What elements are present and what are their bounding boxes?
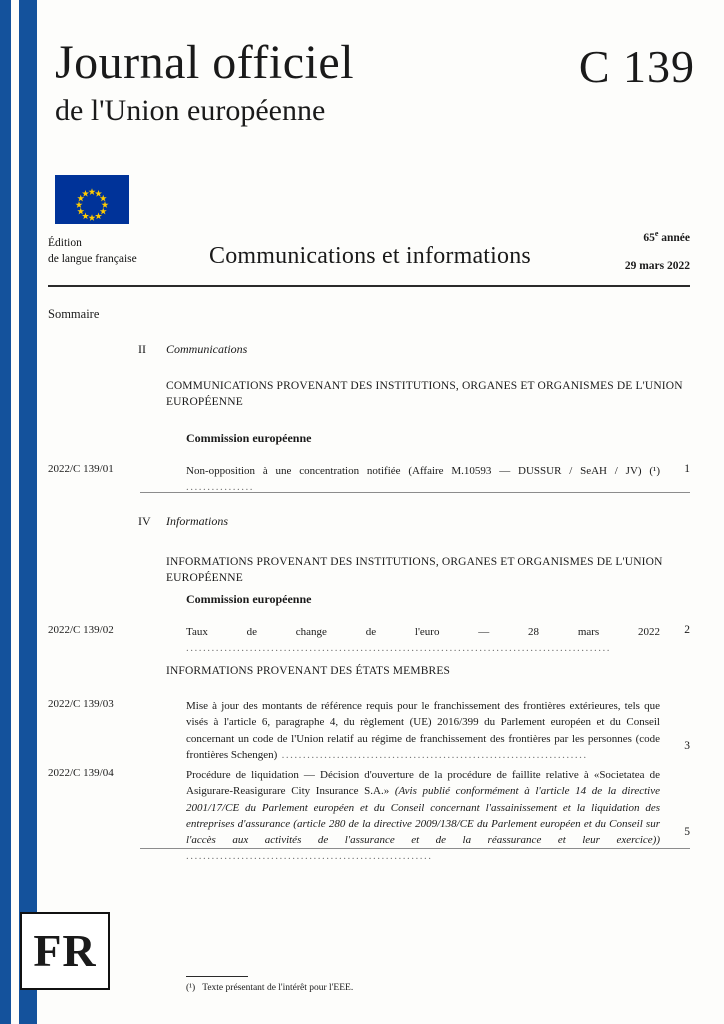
entry-title-text: Non-opposition à une concentration notifiée (Affaire M.10593 — DUSSUR / SeAH / JV) (¹): [186, 465, 660, 477]
entry-leader-dots: ........................................................................: [277, 748, 588, 761]
footnote-mark: (¹): [186, 983, 196, 993]
section-numeral: II: [138, 342, 146, 356]
edition-line-1: Édition: [48, 237, 82, 249]
publication-subtitle: de l'Union européenne: [55, 93, 326, 127]
entry-leader-dots: ................: [186, 481, 254, 494]
issue-date: 29 mars 2022: [624, 259, 690, 272]
issue-year-ordinal: e: [654, 229, 659, 238]
language-code-box: [20, 912, 110, 990]
group-title-etats-membres: INFORMATIONS PROVENANT DES ÉTATS MEMBRES: [166, 665, 451, 677]
left-blue-bar-inner: [19, 0, 37, 1024]
group-title-institutions-ii: COMMUNICATIONS PROVENANT DES INSTITUTIONS, ORGANES ET ORGANISMES DE L'UNION EUROPÉENNE: [166, 380, 683, 409]
sommaire-label: Sommaire: [48, 307, 100, 321]
group-title-institutions-iv: INFORMATIONS PROVENANT DES INSTITUTIONS, ORGANES ET ORGANISMES DE L'UNION EUROPÉENNE: [166, 556, 663, 585]
section-name: Communications: [166, 342, 248, 356]
entry-title-text: Mise à jour des montants de référence requis pour le franchissement des frontières extérieures, tels que visés à l'article 6, paragraphe 4, du règlement (UE) 2016/399 du Parlement européen et du Conseil concernant un code de l'Union relatif au régime de franchissement des frontières par les personnes (code frontières Schengen): [186, 700, 660, 761]
issue-year-number: 65: [643, 231, 655, 244]
entry-reference: 2022/C 139/03: [48, 698, 114, 710]
entry-title-text-plain: Procédure de liquidation — Décision d'ouverture de la procédure de faillite relative à «Societatea de Asigurare-Reasigurare City Insurance S.A.»: [186, 769, 660, 798]
european-union-flag: [55, 175, 129, 224]
language-code-label: FR: [33, 925, 97, 976]
footnote-text: Texte présentant de l'intérêt pour l'EEE.: [202, 983, 354, 993]
entry-page-number: 5: [684, 826, 690, 838]
eu-flag-stars-icon: [55, 175, 129, 224]
entry-title-text: Taux de change de l'euro — 28 mars 2022: [186, 626, 660, 638]
entry-leader-dots: ....................................................................................................: [186, 642, 611, 655]
left-blue-bar-outer: [0, 0, 11, 1024]
edition-line-2: de langue française: [48, 252, 137, 265]
entry-page-number: 1: [684, 463, 690, 475]
organisation-title-commission-iv: Commission européenne: [186, 592, 312, 606]
masthead: [55, 38, 695, 127]
issue-year-word: année: [658, 231, 690, 244]
header-divider-rule: [48, 285, 690, 287]
entry-title: [186, 463, 660, 496]
organisation-title-commission-ii: Commission européenne: [186, 431, 312, 445]
footnote-separator-rule: [186, 976, 248, 977]
issue-code: C 139: [578, 41, 695, 92]
entry-page-number: 2: [684, 624, 690, 636]
entry-leader-dots: ..........................................................: [186, 850, 433, 863]
bottom-divider-rule: [140, 848, 690, 849]
section-divider-rule: [140, 492, 690, 493]
entry-reference: 2022/C 139/01: [48, 463, 114, 475]
entry-title-text-italic: (Avis publié conformément à l'article 14 de la directive 2001/17/CE du Parlement européen et du Conseil concernant l'assainissement et la liquidation des entreprises d'assurance (article 280 de la directive 2009/138/CE du Parlement européen et du Conseil sur l'accès aux activités de l'assurance et de la réassurance et leur exercice)): [186, 785, 660, 847]
entry-title: [186, 624, 660, 657]
entry-page-number: 3: [684, 740, 690, 752]
entry-reference: 2022/C 139/02: [48, 624, 114, 636]
band-title: Communications et informations: [209, 243, 531, 269]
issue-year: [625, 229, 690, 246]
entry-title: [186, 698, 660, 763]
section-name: Informations: [166, 514, 229, 528]
issue-year-and-date: [625, 229, 690, 273]
entry-title: [186, 767, 660, 865]
entry-reference: 2022/C 139/04: [48, 767, 114, 779]
section-numeral: IV: [138, 514, 151, 528]
publication-title: Journal officiel: [55, 36, 355, 89]
footnote: [186, 983, 353, 993]
